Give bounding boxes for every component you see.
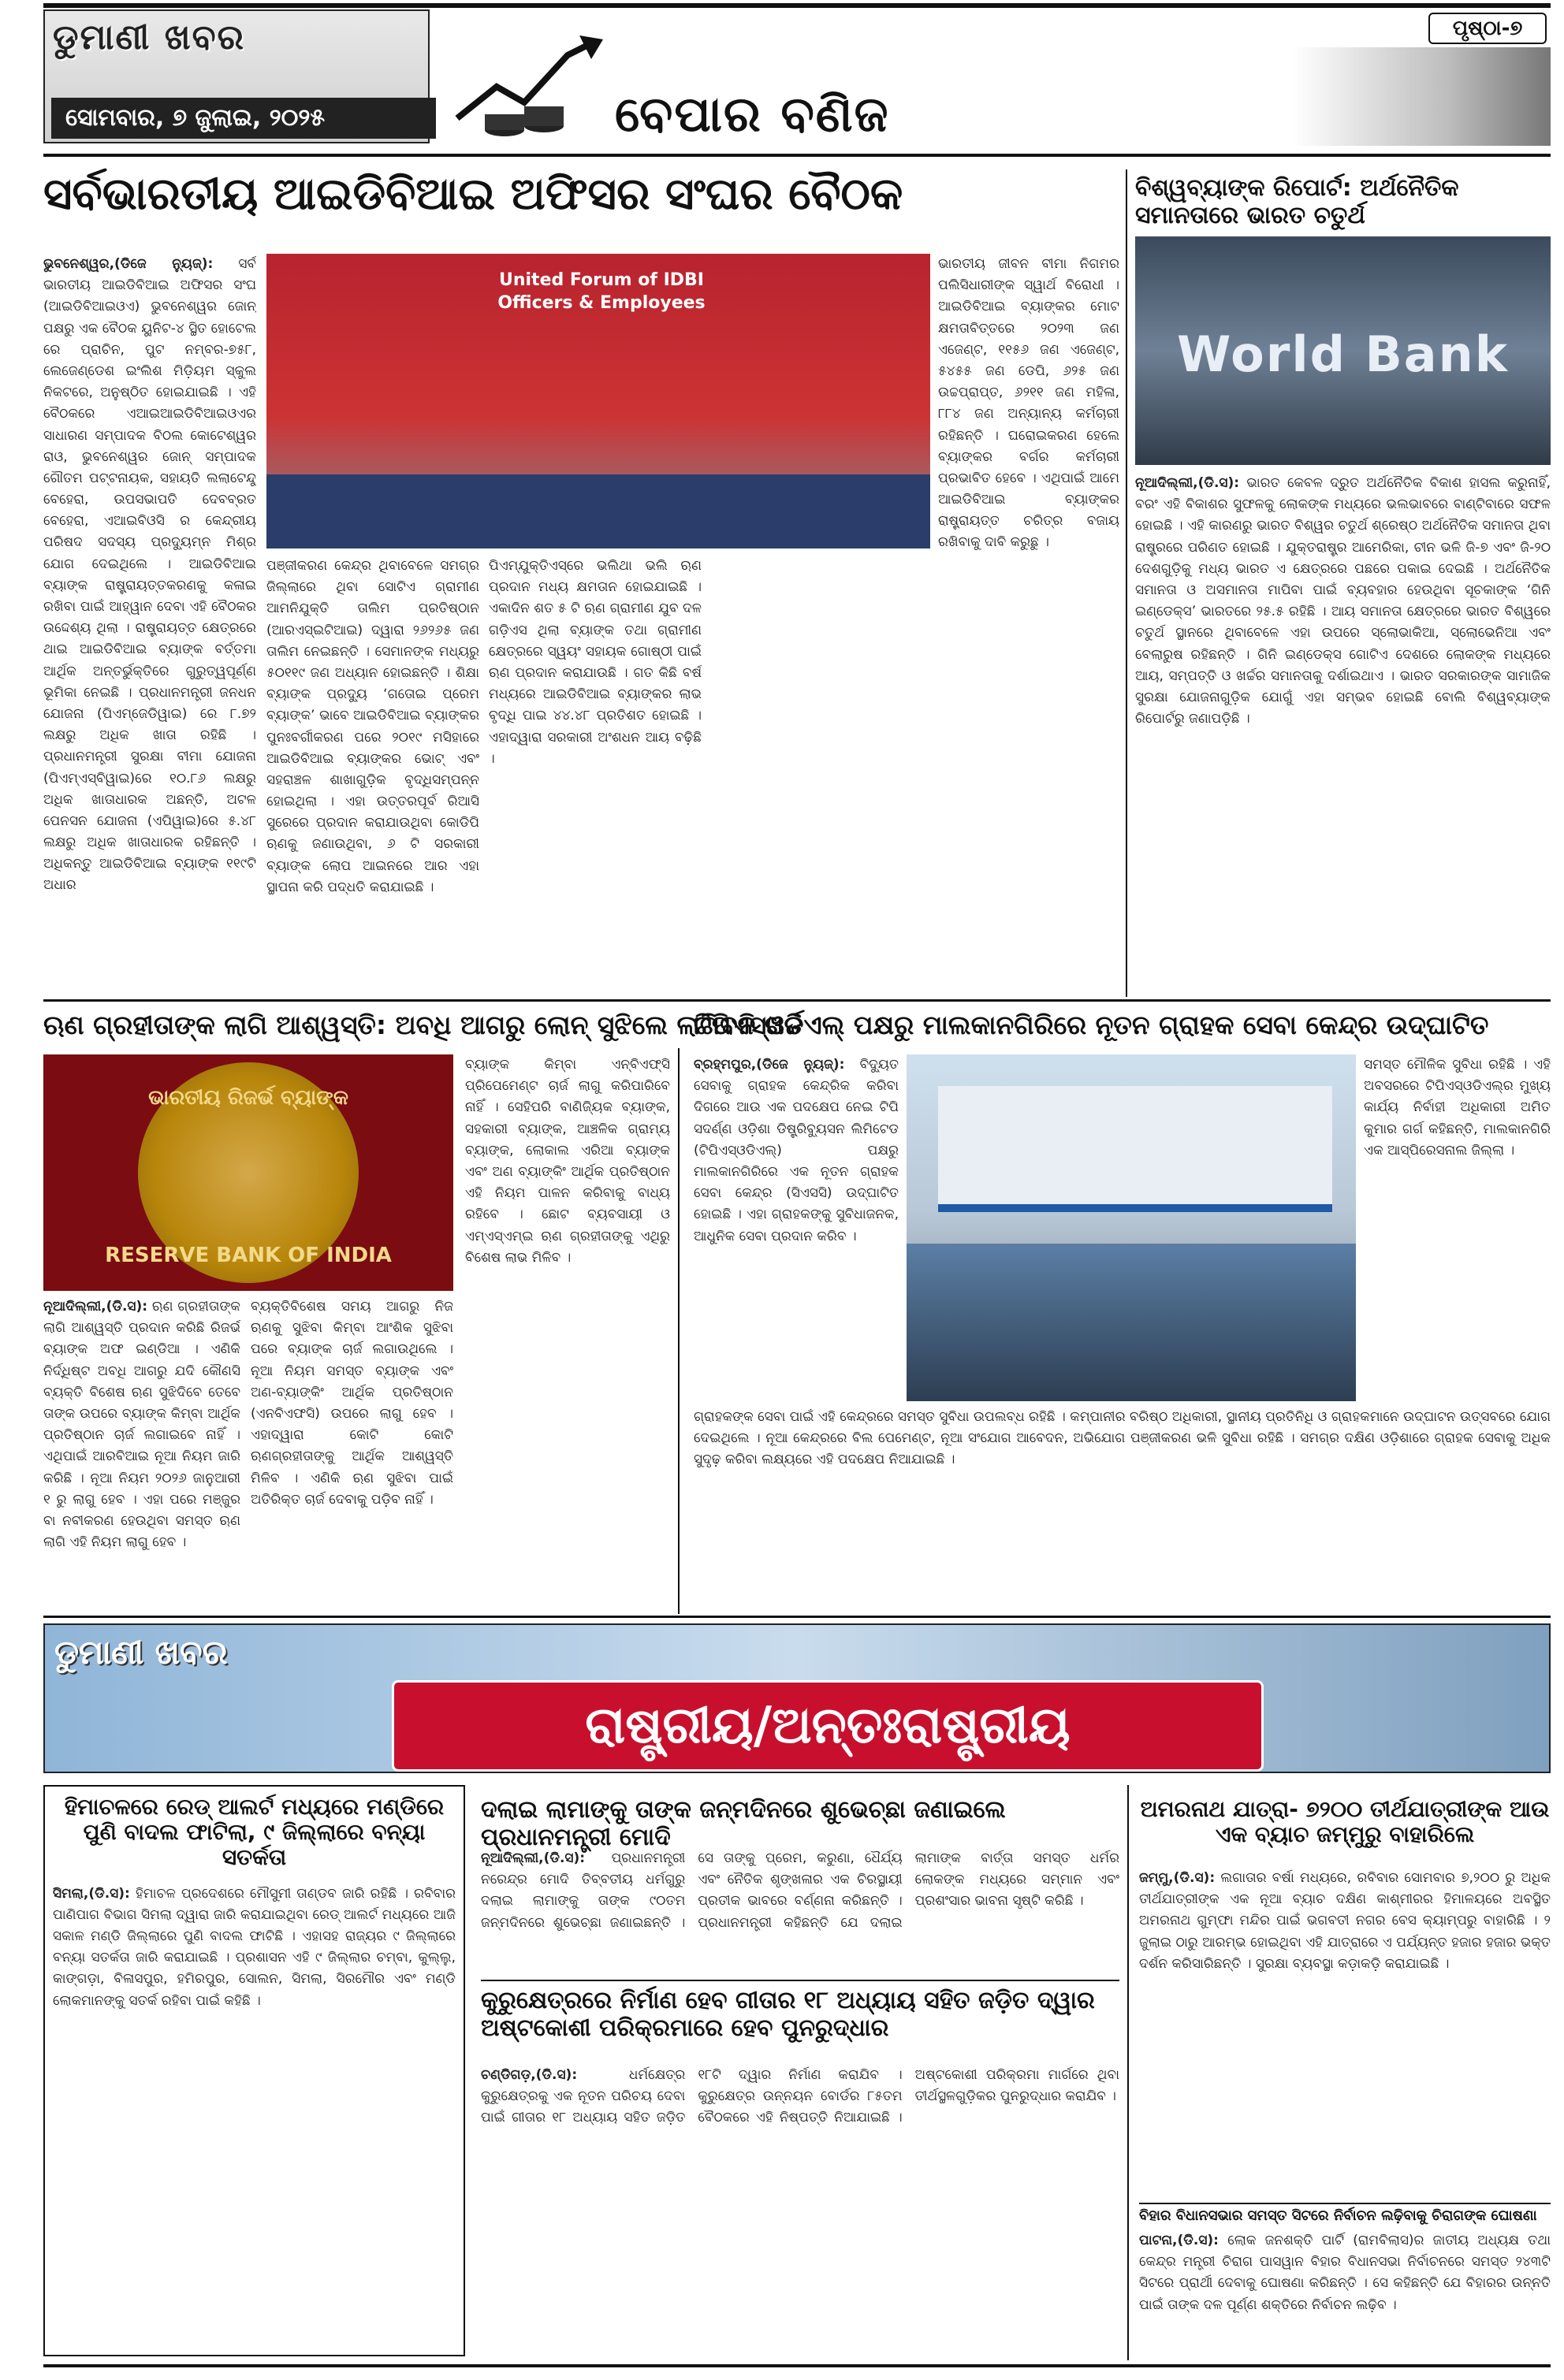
story3-dateline: ନୂଆଦିଲ୍ଲୀ,(ଡି.ସ): bbox=[43, 1299, 148, 1315]
story6-body bbox=[481, 1848, 1119, 1974]
col-rule bbox=[1126, 169, 1127, 997]
story2-body-text: ଭାରତ କେବଳ ଦ୍ରୁତ ଅର୍ଥନୈତିକ ବିକାଶ ହାସଲ କରୁନାହିଁ, ବରଂ ଏହି ବିକାଶର ସୁଫଳକୁ ଲୋକଙ୍କ ମଧ୍ୟରେ ଭଲଭାବରେ ବାଣ୍ଟିବାରେ ସଫଳ ହୋଇଛି । ଏହି କାରଣରୁ ଭାରତ ବିଶ୍ୱର ଚତୁର୍ଥ ଶ୍ରେଷ୍ଠ ଅର୍ଥନୈତିକ ସମାନତା ଥିବା ରାଷ୍ଟ୍ରରେ ପରିଣତ ହୋଇଛି । ଯୁକ୍ତରାଷ୍ଟ୍ର ଆମେରିକା, ଚୀନ ଭଳି ଜି-୭ ଏବଂ ଜି-୨୦ ଦେଶଗୁଡ଼ିକୁ ମଧ୍ୟ ଭାରତ ଏ କ୍ଷେତ୍ରରେ ପଛରେ ପକାଇ ଦେଇଛି । ଅର୍ଥନୈତିକ ସମାନତା ଓ ଅସମାନତା ମାପିବା ପାଇଁ ବ୍ୟବହାର ହେଉଥିବା ସୂଚକାଙ୍କ ‘ଗିନି ଇଣ୍ଡେକ୍ସ’ ଭାରତରେ ୨୫.୫ ରହିଛି । ଆୟ ସମାନତା କ୍ଷେତ୍ରରେ ଭାରତ ବିଶ୍ୱରେ ଚତୁର୍ଥ ସ୍ଥାନରେ ଥିବାବେଳେ ଏହା ଉପରେ ସ୍ଲୋଭାକିଆ, ସ୍ଲୋଭେନିଆ ଏବଂ ବେଲାରୁଷ ରହିଛନ୍ତି । ଗିନି ଇଣ୍ଡେକ୍ସ ଗୋଟିଏ ଦେଶରେ ଲୋକଙ୍କ ମଧ୍ୟରେ ଆୟ, ସମ୍ପତ୍ତି ଓ ଖର୍ଚ୍ଚର ସମାନତାକୁ ଦର୍ଶାଇଥାଏ । ଭାରତ ସରକାରଙ୍କ ସାମାଜିକ ସୁରକ୍ଷା ଯୋଜନାଗୁଡ଼ିକ ଯୋଗୁଁ ଏହା ସମ୍ଭବ ହୋଇଛି ବୋଲି ବିଶ୍ୱବ୍ୟାଙ୍କ ରିପୋର୍ଟରୁ ଜଣାପଡ଼ିଛି । bbox=[1135, 475, 1551, 727]
story1-dateline: ଭୁବନେଶ୍ୱର,(ଡିଜେ ନ୍ୟୁଜ୍): bbox=[43, 256, 214, 272]
story8-body-text: ଲଗାତାର ବର୍ଷା ମଧ୍ୟରେ, ରବିବାର ସୋମବାର ୭,୨୦୦ ରୁ ଅଧିକ ତୀର୍ଥଯାତ୍ରୀଙ୍କ ଏକ ନୂଆ ବ୍ୟାଚ ଦକ୍ଷିଣ କାଶ୍ମୀରର ହିମାଳୟରେ ଅବସ୍ଥିତ ଅମରନାଥ ଗୁମ୍ଫା ମନ୍ଦିର ପାଇଁ ଭଗବତୀ ନଗର ବେସ କ୍ୟାମ୍ପରୁ ବାହାରିଛି । ୨ ଜୁଲାଇ ଠାରୁ ଆରମ୍ଭ ହୋଇଥିବା ଏହି ଯାତ୍ରାରେ ଏ ପର୍ଯ୍ୟନ୍ତ ହଜାର ହଜାର ଭକ୍ତ ଦର୍ଶନ କରିସାରିଛନ୍ତି । ସୁରକ୍ଷା ବ୍ୟବସ୍ଥା କଡ଼ାକଡ଼ି କରାଯାଇଛି । bbox=[1139, 1870, 1551, 1972]
section-title: ବେପାର ବଣିଜ bbox=[615, 85, 890, 143]
story7-headline: କୁରୁକ୍ଷେତ୍ରରେ ନିର୍ମାଣ ହେବ ଗୀତାର ୧୮ ଅଧ୍ୟାୟ ସହିତ ଜଡ଼ିତ ଦ୍ୱାର ଅଷ୍ଟକୋଶୀ ପରିକ୍ରମାରେ ହେବ ପୁନରୁଦ୍ଧାର bbox=[481, 1987, 1095, 2042]
story4-col1 bbox=[694, 1054, 899, 1401]
story4-bottom: ଗ୍ରାହକଙ୍କ ସେବା ପାଇଁ ଏହି କେନ୍ଦ୍ରରେ ସମସ୍ତ ସୁବିଧା ଉପଲବ୍ଧ ରହିଛି । କମ୍ପାନୀର ବରିଷ୍ଠ ଅଧିକାରୀ, ସ୍ଥାନୀୟ ପ୍ରତିନିଧି ଓ ଗ୍ରାହକମାନେ ଉଦ୍‌ଘାଟନ ଉତ୍ସବରେ ଯୋଗ ଦେଇଥିଲେ । ନୂଆ କେନ୍ଦ୍ରରେ ବିଲ ପେମେଣ୍ଟ, ନୂଆ ସଂଯୋଗ ଆବେଦନ, ଅଭିଯୋଗ ପଞ୍ଜୀକରଣ ଭଳି ସୁବିଧା ରହିଛି । ସମଗ୍ର ଦକ୍ଷିଣ ଓଡ଼ିଶାରେ ଗ୍ରାହକ ସେବାକୁ ଅଧିକ ସୁଦୃଢ଼ କରିବା ଲକ୍ଷ୍ୟରେ ଏହି ପଦକ୍ଷେପ ନିଆଯାଇଛି । bbox=[694, 1409, 1551, 1468]
story9-body-text: ଲୋକ ଜନଶକ୍ତି ପାର୍ଟି (ରାମବିଲାସ)ର ଜାତୀୟ ଅଧ୍ୟକ୍ଷ ତଥା କେନ୍ଦ୍ର ମନ୍ତ୍ରୀ ଚିରାଗ ପାସୱାନ ବିହାର ବିଧାନସଭା ନିର୍ବାଚନରେ ସମସ୍ତ ୨୪୩ଟି ସିଟରେ ପ୍ରାର୍ଥୀ ଦେବାକୁ ଘୋଷଣା କରିଛନ୍ତି । ସେ କହିଛନ୍ତି ଯେ ବିହାରର ଉନ୍ନତି ପାଇଁ ତାଙ୍କ ଦଳ ପୂର୍ଣ୍ଣ ଶକ୍ତିରେ ନିର୍ବାଚନ ଲଢ଼ିବ । bbox=[1139, 2233, 1551, 2313]
story8-dateline: ଜମ୍ମୁ,(ଡି.ସ): bbox=[1139, 1870, 1216, 1886]
story8-body bbox=[1139, 1868, 1551, 2199]
story3-headline: ଋଣ ଗ୍ରହୀତାଙ୍କ ଲାଗି ଆଶ୍ୱସ୍ତି: ଅବଧି ଆଗରୁ ଲୋନ୍ ସୁଝିଲେ ଲାଗିବନି ଖର୍ଚ୍ଚ bbox=[43, 1010, 802, 1040]
story-rule bbox=[1139, 2203, 1551, 2204]
story1-col2: ପଞ୍ଜୀକରଣ କେନ୍ଦ୍ର ଥିବାବେଳେ ସମଗ୍ର ଜିଲ୍ଲାରେ ଥିବା ସୋଟିଏ ଗ୍ରାମୀଣ ଆମନିଯୁକ୍ତି ତାଲିମ ପ୍ରତିଷ୍ଠାନ (ଆରଏସ୍‌ଇଟିଆଇ) ଦ୍ୱାରା ୨୬୨୬୫ ଜଣ ତାଲିମ ନେଇଛନ୍ତି । ସେମାନଙ୍କ ମଧ୍ୟରୁ ୫୦୧୧୯ ଜଣ ଅଧ୍ୟାନ ହୋଇଛନ୍ତି । ଶିକ୍ଷା ବ୍ୟାଙ୍କ ପ୍ରଦ୍ୟୁ ‘ଗତୋଇ ପ୍ରେମ ବ୍ୟାଙ୍କ’ ଭାବେ ଆଇଡିବିଆଇ ବ୍ୟାଙ୍କର ପୁନଃବର୍ଗୀକରଣ ପରେ ୨୦୧୯ ମସିହାରେ ଆଇଡିବିଆଇ ବ୍ୟାଙ୍କର ଭୋଟ୍ ଏବଂ ସହରାଞ୍ଚଳ ଶାଖାଗୁଡ଼ିକ ବୃଦ୍ଧିସମ୍ପନ୍ନ ହୋଇଥିଲା । ଏହା ଉତ୍ତରପୂର୍ବ ରିଆସି ସୁରେରେ ପ୍ରଦାନ କରାଯାଉଥିବା କୋଡିପି ଋଣକୁ ଜଣାଉଥିବା, ୬ ଟି ସରକାରୀ ବ୍ୟାଙ୍କ ଲୋପ ଆଇନରେ ଆର ଏହା ସ୍ଥାପନା କରି ପଦ୍ଧତି କରାଯାଇଛି । bbox=[266, 558, 479, 895]
story7-body bbox=[481, 2065, 1119, 2356]
story2-headline: ବିଶ୍ୱବ୍ୟାଙ୍କ ରିପୋର୍ଟ: ଅର୍ଥନୈତିକ ସମାନତାରେ ଭାରତ ଚତୁର୍ଥ bbox=[1135, 174, 1459, 229]
story2-dateline: ନୂଆଦିଲ୍ଲୀ,(ଡି.ସ): bbox=[1135, 475, 1240, 491]
coins-image bbox=[1293, 47, 1551, 146]
story-rule bbox=[481, 1980, 1119, 1981]
story3-photo bbox=[43, 1054, 453, 1291]
national-title: ରାଷ୍ଟ୍ରୀୟ/ଅନ୍ତଃରାଷ୍ଟ୍ରୀୟ bbox=[392, 1680, 1264, 1772]
story5-body bbox=[53, 1884, 456, 2325]
story2-photo bbox=[1135, 236, 1551, 465]
story5-body-text: ହିମାଚଳ ପ୍ରଦେଶରେ ମୌସୁମୀ ତାଣ୍ଡବ ଜାରି ରହିଛି । ରବିବାର ପାଣିପାଗ ବିଭାଗ ସିମଲା ଦ୍ୱାରା ଜାରି କରାଯାଇଥିବା ରେଡ୍ ଆଲର୍ଟ ମଧ୍ୟରେ ଆଜି ସକାଳ ମଣ୍ଡି ଜିଲ୍ଲାରେ ପୁଣି ବାଦଲ ଫାଟିଛି । ଏହାସହ ରାଜ୍ୟର ୯ ଜିଲ୍ଲାରେ ବନ୍ୟା ସତର୍କତା ଜାରି କରାଯାଇଛି । ପ୍ରଶାସନ ଏହି ୯ ଜିଲ୍ଲାର ଚମ୍ବା, କୁଲ୍ଲୁ, କାଙ୍ଗଡ଼ା, ବିଳାସପୁର, ହମିରପୁର, ସୋଲନ, ସିମଲା, ସିରମୌର ଏବଂ ମଣ୍ଡି ଲୋକମାନଙ୍କୁ ସତର୍କ ରହିବା ପାଇଁ କହିଛି । bbox=[53, 1885, 456, 2009]
story2-body bbox=[1135, 473, 1551, 993]
story5-box bbox=[43, 1785, 465, 2356]
story1-col3: ପିଏମ୍‌ଯୁକ୍ତିଏସ୍‌ରେ ଭଲିଥା ଭଲି ଋଣ ପ୍ରଦାନ ମଧ୍ୟ କ୍ଷମତାନ ହୋଇଯାଇଛି । ଏକାଦିନ ଶତ ୫ ଟି ଋଣ ଗ୍ରାମୀଣ ଯୁବ ଦଳ ଗଡ଼ିଏସ ଥିଲା ବ୍ୟାଙ୍କ ତଥା ଗ୍ରାମୀଣ କ୍ଷେତ୍ରରେ ସ୍ୱୟଂ ସହାୟକ ଗୋଷ୍ଠୀ ପାଇଁ ଋଣ ପ୍ରଦାନ କରାଯାଉଛି । ଗତ କିଛି ବର୍ଷ ମଧ୍ୟରେ ଆଇଡିବିଆଇ ବ୍ୟାଙ୍କର ଲାଭ ବୃଦ୍ଧି ପାଇ ୪୪.୪୮ ପ୍ରତିଶତ ହୋଇଛି । ଏହାଦ୍ୱାରା ସରକାରୀ ଅଂଶଧନ ଆୟ ବଢ଼ିଛି । bbox=[489, 558, 702, 767]
story4-headline: ଟିପିଏସ୍‌ଓଡିଏଲ୍ ପକ୍ଷରୁ ମାଲକାନଗିରିରେ ନୂତନ ଗ୍ରାହକ ସେବା କେନ୍ଦ୍ର ଉଦ୍‌ଘାଟିତ bbox=[694, 1010, 1489, 1040]
story4-dateline: ବ୍ରହ୍ମପୁର,(ଡିଜେ ନ୍ୟୁଜ୍): bbox=[694, 1057, 845, 1073]
masthead-brand: ଡୁମାଣୀ ଖବର bbox=[53, 17, 245, 58]
story4-photo-crowd bbox=[907, 1244, 1356, 1401]
story6-headline: ଦଲାଇ ଲାମାଙ୍କୁ ତାଙ୍କ ଜନ୍ମଦିନରେ ଶୁଭେଚ୍ଛା ଜଣାଇଲେ ପ୍ରଧାନମନ୍ତ୍ରୀ ମୋଦି bbox=[481, 1796, 1006, 1851]
story9-body bbox=[1139, 2230, 1551, 2356]
story4-photo-building bbox=[938, 1086, 1332, 1212]
story4-photo bbox=[907, 1054, 1356, 1401]
story2-photo-text: World Bank bbox=[1176, 325, 1510, 383]
section-rule bbox=[43, 1616, 1551, 1618]
page-number: ପୃଷ୍ଠା-୭ bbox=[1428, 13, 1547, 44]
story1-col1 bbox=[43, 254, 256, 995]
story7-dateline: ଚଣ୍ଡିଗଡ଼,(ଡି.ସ): bbox=[481, 2067, 578, 2083]
story6-dateline: ନୂଆଦିଲ୍ଲୀ,(ଡି.ସ): bbox=[481, 1850, 586, 1866]
story3-photo-top: ଭାରତୀୟ ରିଜର୍ଭ ବ୍ୟାଙ୍କ bbox=[148, 1086, 348, 1110]
story1-headline: ସର୍ବଭାରତୀୟ ଆଇଡିବିଆଇ ଅଫିସର ସଂଘର ବୈଠକ bbox=[43, 169, 903, 220]
story1-col4: ଭାରତୀୟ ଜୀବନ ବୀମା ନିଗମର ପଲିସିଧାରୀଙ୍କ ସ୍ୱାର୍ଥ ବିରୋଧୀ । ଆଇଡିବିଆଇ ବ୍ୟାଙ୍କର ମୋଟ କ୍ଷମତାବିତ୍ତରେ ୨୦୨୩ ଜଣ ଏଜେଣ୍ଟ, ୧୧୫୬ ଜଣ ଏଜେଣ୍ଟ, ୫୪୫୫ ଜଣ ଡେପି, ୬୨୫ ଜଣ ଉଚ୍ଚପ୍ରାପ୍ତ, ୬୨୧୧ ଜଣ ମହିଳା, ୮୮୪ ଜଣ ଅନ୍ୟାନ୍ୟ କର୍ମଚାରୀ ରହିଛନ୍ତି । ଘରୋଇକରଣ ହେଲେ ବ୍ୟାଙ୍କର ବର୍ଗର କର୍ମଚାରୀ ପ୍ରଭାବିତ ହେବେ । ଏଥିପାଇଁ ଆମେ ଆଇଡିବିଆଇ ବ୍ୟାଙ୍କର ରାଷ୍ଟ୍ରାୟତ୍ତ ଚରିତ୍ର ବଜାୟ ରଖିବାକୁ ଦାବି କରୁଛୁ । bbox=[938, 256, 1119, 551]
story1-photo-table bbox=[266, 474, 930, 549]
story3-photo-bottom: RESERVE BANK OF INDIA bbox=[105, 1244, 392, 1267]
story6-body-text: ପ୍ରଧାନମନ୍ତ୍ରୀ ନରେନ୍ଦ୍ର ମୋଦି ତିବ୍ବତୀୟ ଧର୍ମଗୁରୁ ଦଲାଇ ଲାମାଙ୍କୁ ତାଙ୍କ ୯୦ତମ ଜନ୍ମଦିନରେ ଶୁଭେଚ୍ଛା ଜଣାଇଛନ୍ତି । ସେ ତାଙ୍କୁ ପ୍ରେମ, କରୁଣା, ଧୈର୍ଯ୍ୟ ଏବଂ ନୈତିକ ଶୃଙ୍ଖଳାର ଏକ ଚିରସ୍ଥାୟୀ ପ୍ରତୀକ ଭାବରେ ବର୍ଣ୍ଣନା କରିଛନ୍ତି । ପ୍ରଧାନମନ୍ତ୍ରୀ କହିଛନ୍ତି ଯେ ଦଲାଇ ଲାମାଙ୍କ ବାର୍ତ୍ତା ସମସ୍ତ ଧର୍ମର ଲୋକଙ୍କ ମଧ୍ୟରେ ସମ୍ମାନ ଏବଂ ପ୍ରଶଂସାର ଭାବନା ସୃଷ୍ଟି କରିଛି । bbox=[481, 1850, 1119, 1931]
story5-dateline: ସିମଲା,(ଡି.ସ): bbox=[53, 1885, 130, 1902]
national-banner bbox=[43, 1623, 1551, 1773]
section-rule bbox=[43, 999, 1551, 1002]
chart-logo-icon bbox=[449, 32, 607, 142]
story8-headline: ଅମରନାଥ ଯାତ୍ରା- ୭୨୦୦ ତୀର୍ଥଯାତ୍ରୀଙ୍କ ଆଉ ଏକ ବ୍ୟାଚ ଜମ୍ମୁରୁ ବାହାରିଲେ bbox=[1140, 1796, 1550, 1848]
masthead-date: ସୋମବାର, ୭ ଜୁଲାଇ, ୨୦୨୫ bbox=[51, 98, 436, 139]
story3-col2: ବ୍ୟକ୍ତିବିଶେଷ ସମୟ ଆଗରୁ ନିଜ ଋଣକୁ ସୁଝିବା କିମ୍ବା ଆଂଶିକ ସୁଝିବା ପରେ ବ୍ୟାଙ୍କ ଚାର୍ଜ ଲଗାଉଥିଲେ । ନୂଆ ନିୟମ ସମସ୍ତ ବ୍ୟାଙ୍କ ଏବଂ ଅଣ-ବ୍ୟାଙ୍କିଂ ଆର୍ଥିକ ପ୍ରତିଷ୍ଠାନ (ଏନବିଏଫସି) ଉପରେ ଲାଗୁ ହେବ । ଏହାଦ୍ୱାରା କୋଟି କୋଟି ଋଣଗ୍ରହୀତାଙ୍କୁ ଆର୍ଥିକ ଆଶ୍ୱସ୍ତି ମିଳିବ । ଏଣିକି ଋଣ ସୁଝିବା ପାଇଁ ଅତିରିକ୍ତ ଚାର୍ଜ ଦେବାକୁ ପଡ଼ିବ ନାହିଁ । bbox=[251, 1299, 453, 1508]
story1-photo-banner: United Forum of IDBI Officers & Employees bbox=[497, 270, 706, 313]
story4-col2: ସମସ୍ତ ମୌଳିକ ସୁବିଧା ରହିଛି । ଏହି ଅବସରରେ ଟିପିଏସ୍‌ଓଡିଏଲ୍‌ର ମୁଖ୍ୟ କାର୍ଯ୍ୟ ନିର୍ବାହୀ ଅଧିକାରୀ ଅମିତ କୁମାର ଗର୍ଗ କହିଛନ୍ତି, ମାଲକାନଗିରି ଏକ ଆସ୍ପିରେସନାଲ ଜିଲ୍ଲା । bbox=[1364, 1057, 1551, 1158]
masthead bbox=[43, 9, 430, 143]
story9-dateline: ପାଟନା,(ଡି.ସ): bbox=[1139, 2233, 1219, 2248]
story1-photo bbox=[266, 254, 930, 549]
top-rule bbox=[43, 3, 1551, 8]
story7-body-text: ଧର୍ମକ୍ଷେତ୍ର କୁରୁକ୍ଷେତ୍ରକୁ ଏକ ନୂତନ ପରିଚୟ ଦେବା ପାଇଁ ଗୀତାର ୧୮ ଅଧ୍ୟାୟ ସହିତ ଜଡ଼ିତ ୧୮ଟି ଦ୍ୱାର ନିର୍ମାଣ କରାଯିବ । କୁରୁକ୍ଷେତ୍ର ଉନ୍ନୟନ ବୋର୍ଡର ୮୫ତମ ବୈଠକରେ ଏହି ନିଷ୍ପତ୍ତି ନିଆଯାଇଛି । ଅଷ୍ଟକୋଶୀ ପରିକ୍ରମା ମାର୍ଗରେ ଥିବା ତୀର୍ଥସ୍ଥଳଗୁଡ଼ିକର ପୁନରୁଦ୍ଧାର କରାଯିବ । bbox=[481, 2067, 1119, 2126]
story3-col1 bbox=[43, 1296, 240, 1612]
story4-col1-text: ବିଦ୍ୟୁତ ସେବାକୁ ଗ୍ରାହକ କେନ୍ଦ୍ରିକ କରିବା ଦିଗରେ ଆଉ ଏକ ପଦକ୍ଷେପ ନେଇ ଟିପି ସଦର୍ଣ୍ଣ ଓଡ଼ିଶା ଡିଷ୍ଟ୍ରିବ୍ୟୁସନ ଲିମିଟେଡ (ଟିପିଏସ୍‌ଓଡିଏଲ୍) ପକ୍ଷରୁ ମାଲକାନଗିରିରେ ଏକ ନୂତନ ଗ୍ରାହକ ସେବା କେନ୍ଦ୍ର (ସିଏସସି) ଉଦ୍‌ଘାଟିତ ହୋଇଛି । ଏହା ଗ୍ରାହକଙ୍କୁ ସୁବିଧାଜନକ, ଆଧୁନିକ ସେବା ପ୍ରଦାନ କରିବ । bbox=[694, 1057, 899, 1244]
col-rule bbox=[1127, 1785, 1129, 2360]
story1-col1-text: ସର୍ବ ଭାରତୀୟ ଆଇଡିବିଆଇ ଅଫିସର ସଂଘ (ଆଇଡିବିଆଇଓଏ) ଭୁବନେଶ୍ୱର ଜୋନ୍ ପକ୍ଷରୁ ଏକ ବୈଠକ ୟୁନିଟ-୪ ସ୍ଥିତ ହୋଟେଲ ରେ ପ୍ରାଚିନ, ପୁଟ ନମ୍ବର-୭୫୮, ଲେଜେଣ୍ଡେଶ ଇଂଲିଶ ମିଡ଼ିୟମ ସ୍କୁଲ ନିକଟରେ, ଅନୁଷ୍ଠିତ ହୋଇଯାଇଛି । ଏହି ବୈଠକରେ ଏଆଇଆଇଡିବିଆଇଓଏର ସାଧାରଣ ସମ୍ପାଦକ ବିଠଲ କୋଟେଶ୍ୱର ରାଓ, ଭୁବନେଶ୍ୱର ଜୋନ୍ ସମ୍ପାଦକ ଗୌତମ ପଟ୍ଟନାୟକ, ସହାୟତି ଲଲାଟେନ୍ଦୁ ବେହେରା, ଉପସଭାପତି ଦେବବ୍ରତ ବେହେରା, ଏଆଇବିଓସି ର କେନ୍ଦ୍ରୀୟ ପରିଷଦ ସଦସ୍ୟ ପ୍ରଦ୍ୟୁମ୍ନ ମିଶ୍ର ଯୋଗ ଦେଇଥିଲେ । ଆଇଡିବିଆଇ ବ୍ୟାଙ୍କ ରାଷ୍ଟ୍ରାୟତ୍ତକରଣକୁ କଳାଇ ରଖିବା ପାଇଁ ଆହ୍ୱାନ ଦେବା ଏହି ବୈଠକର ଉଦ୍ଦେଶ୍ୟ ଥିଲା । ରାଷ୍ଟ୍ରାୟତ୍ତ କ୍ଷେତ୍ରରେ ଥାଇ ଆଇଡିବିଆଇ ବ୍ୟାଙ୍କ ବର୍ତ୍ତମା ଆର୍ଥିକ ଅନ୍ତର୍ଭୁକ୍ତିରେ ଗୁରୁତ୍ୱପୂର୍ଣ୍ଣ ଭୂମିକା ନେଇଛି । ପ୍ରଧାନମନ୍ତ୍ରୀ ଜନଧନ ଯୋଜନା (ପିଏମ୍‌ଜେଡିୱାଇ) ରେ ୮.୭୨ ଲକ୍ଷରୁ ଅଧିକ ଖାତା ରହିଛି । ପ୍ରଧାନମନ୍ତ୍ରୀ ସୁରକ୍ଷା ବୀମା ଯୋଜନା (ପିଏମ୍‌ଏସ୍‌ବିୱାଇ)ରେ ୧୦.୮୬ ଲକ୍ଷରୁ ଅଧିକ ଖାତାଧାରକ ଅଛନ୍ତି, ଅଟଳ ପେନସନ ଯୋଜନା (ଏପିୱାଇ)ରେ ୫.୪୮ ଲକ୍ଷରୁ ଅଧିକ ଖାତାଧାରକ ରହିଛନ୍ତି । ଅଧିକନ୍ତୁ ଆଇଡିବିଆଇ ବ୍ୟାଙ୍କ ୧୧୯ଟି ଅଧାର bbox=[43, 256, 256, 894]
story9-headline: ବିହାର ବିଧାନସଭାର ସମସ୍ତ ସିଟରେ ନିର୍ବାଚନ ଲଢ଼ିବାକୁ ଚିରାଗଙ୍କ ଘୋଷଣା bbox=[1139, 2207, 1537, 2224]
story3-col1-text: ଋଣ ଗ୍ରହୀତାଙ୍କ ଲାଗି ଆଶ୍ୱସ୍ତି ପ୍ରଦାନ କରିଛି ରିଜର୍ଭ ବ୍ୟାଙ୍କ ଅଫ ଇଣ୍ଡିଆ । ଏଣିକି ନିର୍ଦ୍ଧିଷ୍ଟ ଅବଧି ଆଗରୁ ଯଦି କୌଣସି ବ୍ୟକ୍ତି ବିଶେଷ ଋଣ ସୁଝିଦିବେ ତେବେ ତାଙ୍କ ଉପରେ ବ୍ୟାଙ୍କ କିମ୍ବା ଆର୍ଥିକ ପ୍ରତିଷ୍ଠାନ ଚାର୍ଜ ଲଗାଇବେ ନାହିଁ । ଏଥିପାଇଁ ଆରବିଆଇ ନୂଆ ନିୟମ ଜାରି କରିଛି । ନୂଆ ନିୟମ ୨୦୨୬ ଜାନୁଆରୀ ୧ ରୁ ଲାଗୁ ହେବ । ଏହା ପରେ ମଞ୍ଜୁର ବା ନବୀକରଣ ହେଉଥିବା ସମସ୍ତ ଋଣ ଲାଗି ଏହି ନିୟମ ଲାଗୁ ହେବ । bbox=[43, 1299, 240, 1551]
story3-col3: ବ୍ୟାଙ୍କ କିମ୍ବା ଏନ୍‌ବିଏଫ୍‌ସି ପ୍ରିପେମେଣ୍ଟ ଚାର୍ଜ ଲାଗୁ କରିପାରିବେ ନାହିଁ । ସେହିପରି ବାଣିଜ୍ୟିକ ବ୍ୟାଙ୍କ, ସହକାରୀ ବ୍ୟାଙ୍କ, ଆଞ୍ଚଳିକ ଗ୍ରାମ୍ୟ ବ୍ୟାଙ୍କ, ଲୋକାଲ ଏରିଆ ବ୍ୟାଙ୍କ ଏବଂ ଅଣ ବ୍ୟାଙ୍କିଂ ଆର୍ଥିକ ପ୍ରତିଷ୍ଠାନ ଏହି ନିୟମ ପାଳନ କରିବାକୁ ବାଧ୍ୟ ରହିବେ । ଛୋଟ ବ୍ୟବସାୟୀ ଓ ଏମ୍‌ଏସ୍‌ଏମ୍‌ଇ ଋଣ ଗ୍ରହୀତାଙ୍କୁ ଏଥିରୁ ବିଶେଷ ଲାଭ ମିଳିବ । bbox=[465, 1057, 670, 1266]
story5-headline: ହିମାଚଳରେ ରେଡ୍ ଆଲର୍ଟ ମଧ୍ୟରେ ମଣ୍ଡିରେ ପୁଣି ବାଦଲ ଫାଟିଲା, ୯ ଜିଲ୍ଲାରେ ବନ୍ୟା ସତର୍କତା bbox=[64, 1794, 445, 1871]
national-brand: ଡୁମାଣୀ ଖବର bbox=[54, 1633, 228, 1672]
bottom-rule bbox=[43, 2364, 1551, 2367]
col-rule bbox=[678, 1048, 680, 1614]
masthead-rule bbox=[43, 154, 1551, 157]
